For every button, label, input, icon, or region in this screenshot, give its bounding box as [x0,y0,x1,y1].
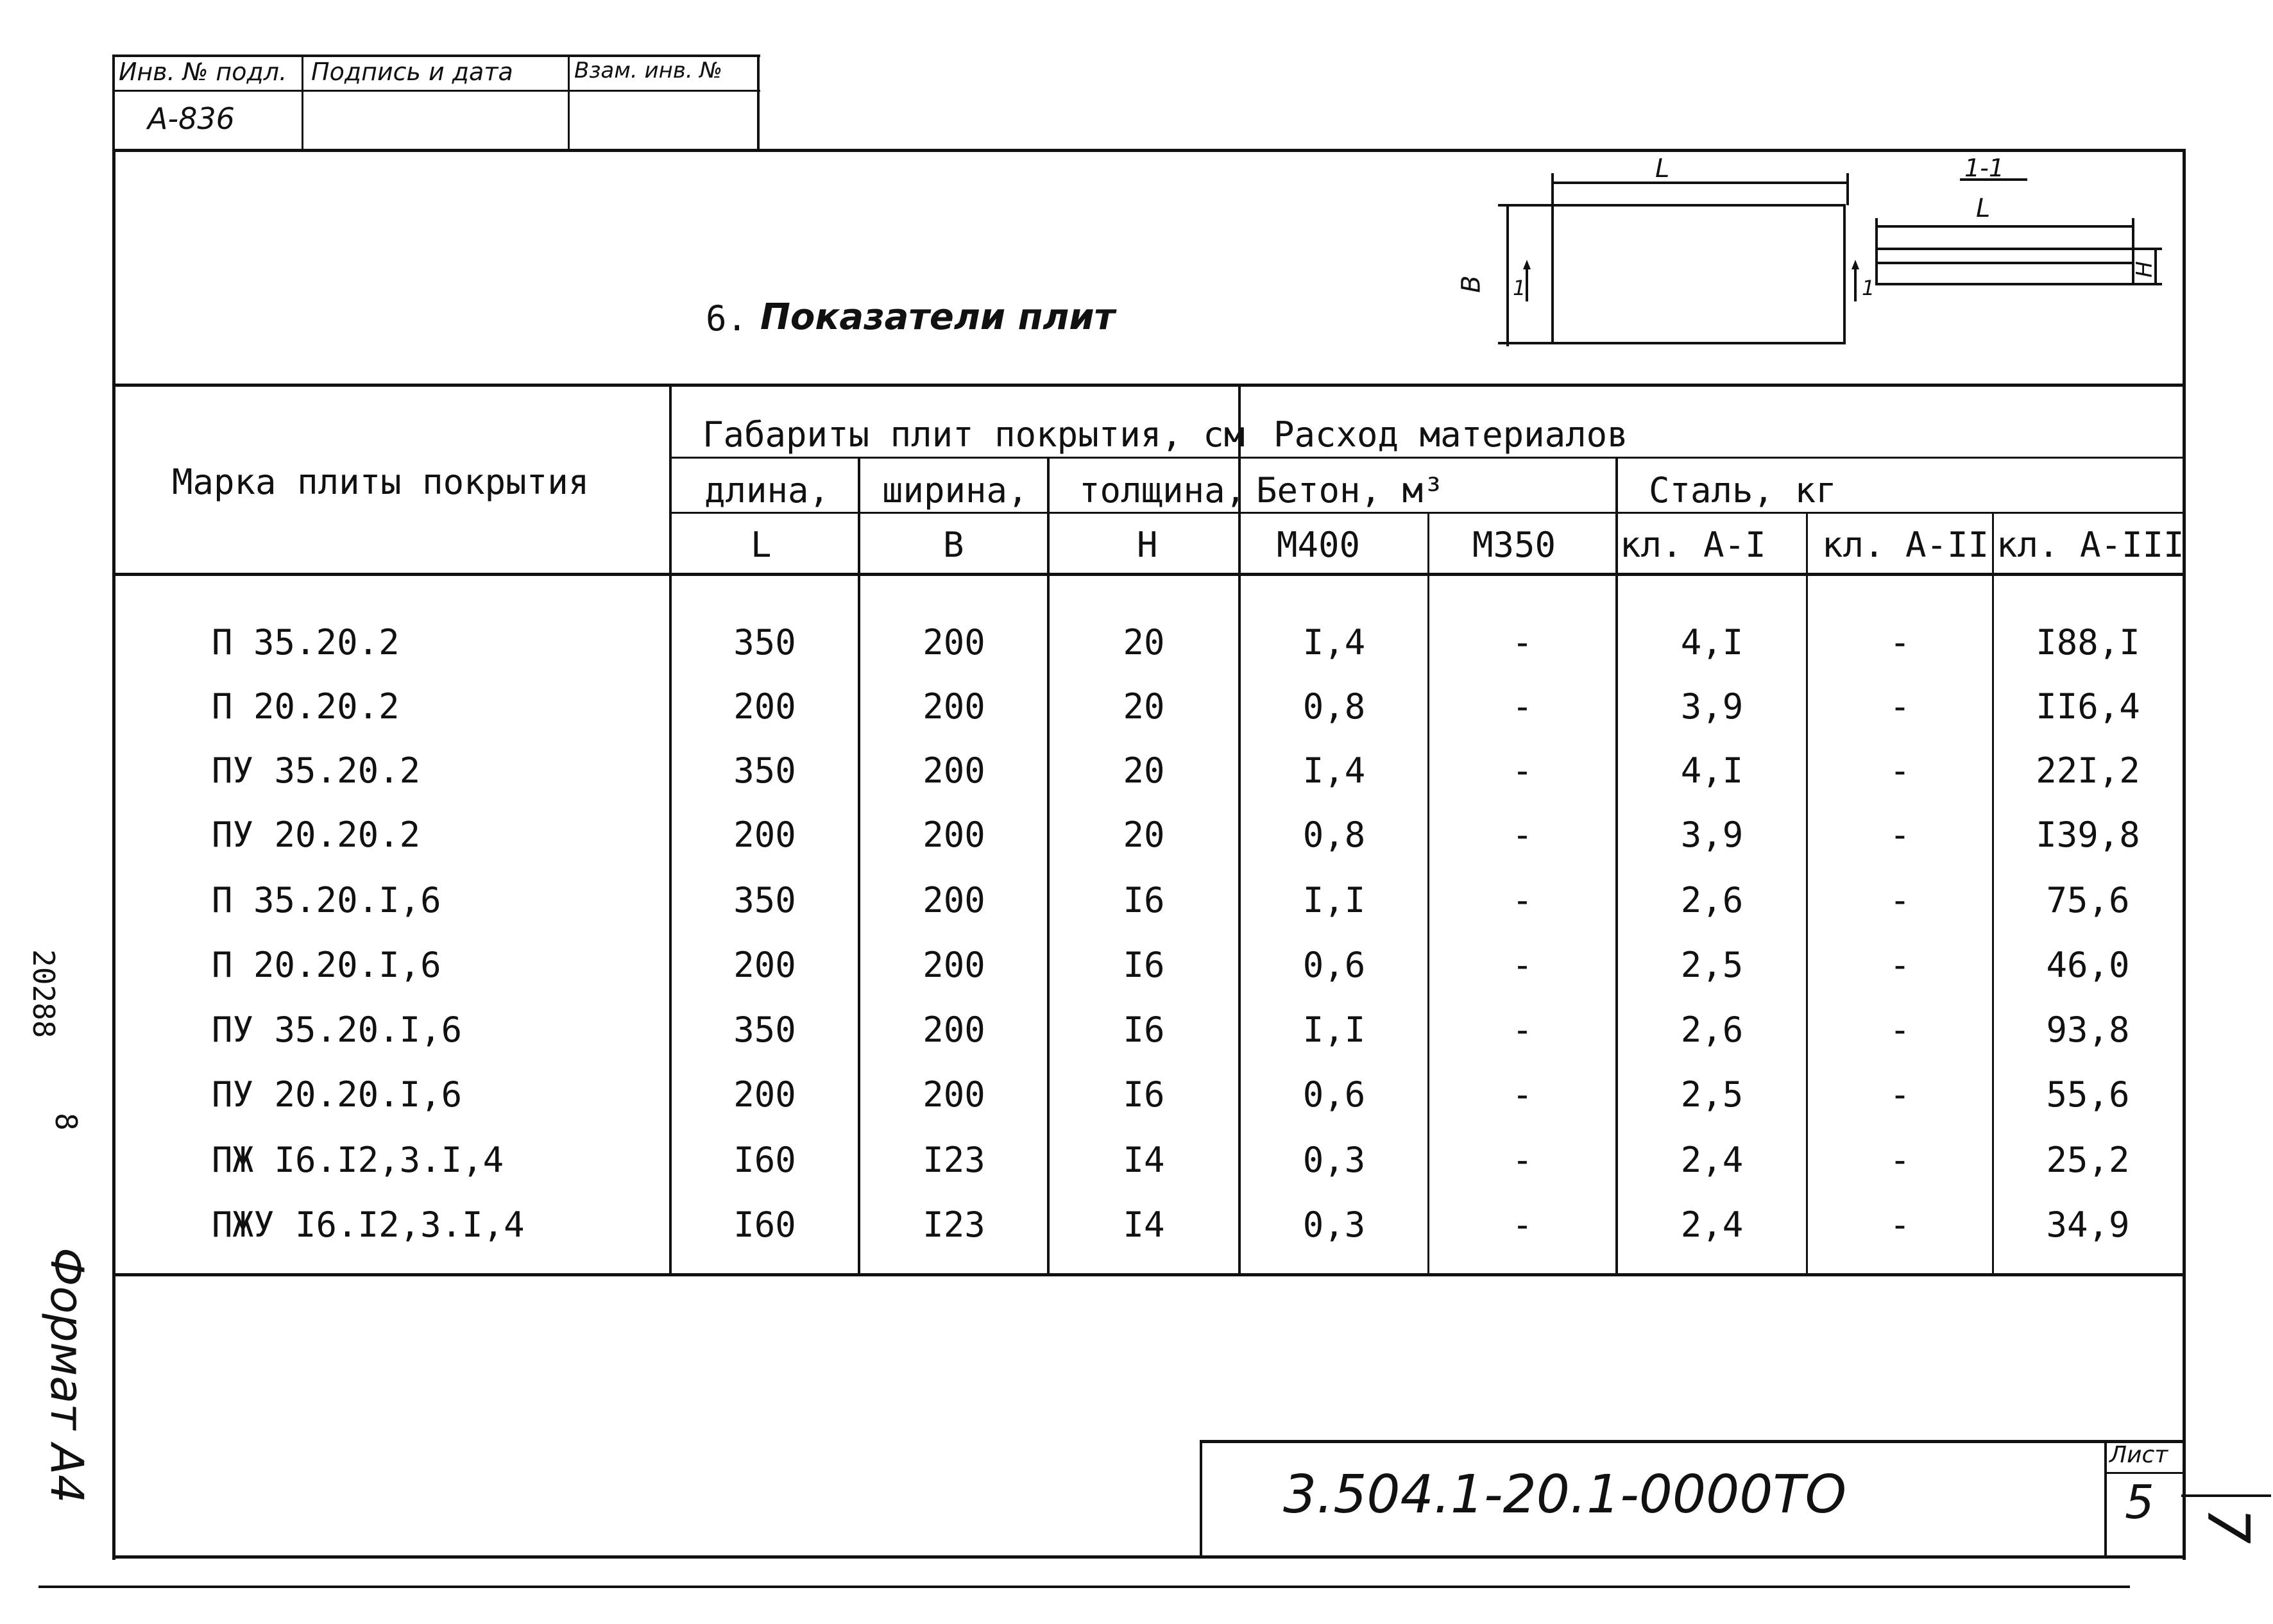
row-a3: 34,9 [2046,1205,2130,1245]
row-length: 200 [733,1074,796,1115]
row-width: 200 [923,1074,985,1115]
row-a2: - [1889,1140,1911,1180]
row-thickness: 20 [1123,686,1165,727]
row-width: 200 [923,1010,985,1050]
dims-group-header: Габариты плит покрытия, см [702,414,1245,455]
row-a3: I88,I [2036,622,2140,663]
sheet-label: Лист [2109,1442,2168,1468]
row-length: I60 [733,1205,796,1245]
plan-length-label: L [1655,154,1670,183]
row-m350: - [1511,945,1533,985]
row-length: 350 [733,880,796,920]
row-width: I23 [923,1140,985,1180]
row-a1: 2,5 [1680,945,1744,985]
row-thickness: 20 [1123,622,1165,663]
sign-label: Подпись и дата [311,58,513,86]
inv-label: Инв. № подл. [119,58,287,86]
plan-width-label: B [1456,275,1486,293]
m350-header: М350 [1472,525,1556,565]
cut-mark-left: 1 [1513,276,1526,300]
row-a2: - [1889,686,1911,727]
inv-value: А-836 [148,101,235,136]
sheet-number: 5 [2125,1475,2154,1529]
row-thickness: 20 [1123,815,1165,855]
row-length: I60 [733,1140,796,1180]
row-thickness: I6 [1123,945,1165,985]
row-m350: - [1511,750,1533,791]
row-a3: I39,8 [2036,815,2140,855]
row-m400: 0,3 [1302,1205,1366,1245]
row-m400: I,4 [1302,622,1366,663]
row-length: 350 [733,1010,796,1050]
row-m350: - [1511,815,1533,855]
row-width: 200 [923,750,985,791]
row-length: 200 [733,815,796,855]
row-length: 200 [733,686,796,727]
row-a1: 4,I [1680,622,1744,663]
steel-header: Сталь, кг [1649,470,1837,511]
thickness-symbol: H [1137,525,1158,565]
a1-header: кл. А-I [1620,525,1766,565]
cut-mark-right: 1 [1862,276,1875,300]
row-a2: - [1889,622,1911,663]
row-m400: I,4 [1302,750,1366,791]
row-length: 350 [733,750,796,791]
row-mark: П 20.20.I,6 [212,945,441,985]
length-symbol: L [751,525,772,565]
row-m400: 0,8 [1302,686,1366,727]
row-width: 200 [923,686,985,727]
row-a2: - [1889,1074,1911,1115]
row-m400: 0,3 [1302,1140,1366,1180]
width-symbol: B [943,525,964,565]
row-a1: 2,5 [1680,1074,1744,1115]
row-m400: I,I [1302,880,1366,920]
row-a1: 3,9 [1680,815,1744,855]
row-length: 200 [733,945,796,985]
row-a2: - [1889,750,1911,791]
row-width: 200 [923,815,985,855]
a2-header: кл. А-II [1822,525,1989,565]
materials-group-header: Расход материалов [1273,414,1628,455]
row-mark: ПЖУ I6.I2,3.I,4 [212,1205,525,1245]
row-mark: П 35.20.I,6 [212,880,441,920]
row-a1: 2,4 [1680,1140,1744,1180]
row-thickness: I6 [1123,880,1165,920]
row-thickness: I4 [1123,1140,1165,1180]
row-mark: ПЖ I6.I2,3.I,4 [212,1140,504,1180]
row-a3: 75,6 [2046,880,2130,920]
row-a3: 55,6 [2046,1074,2130,1115]
row-length: 350 [733,622,796,663]
format-label: Формат А4 [40,1248,93,1503]
row-m400: I,I [1302,1010,1366,1050]
row-a2: - [1889,945,1911,985]
row-m350: - [1511,1140,1533,1180]
width-header: ширина, [882,470,1028,511]
section-number: 6. [706,298,748,339]
section-title: Показатели плит [760,296,1116,338]
row-thickness: 20 [1123,750,1165,791]
row-mark: ПУ 35.20.I,6 [212,1010,463,1050]
archive-number: 20288 [26,949,61,1038]
row-a1: 4,I [1680,750,1744,791]
row-m350: - [1511,622,1533,663]
row-m350: - [1511,686,1533,727]
section-label: 1-1 [1964,154,2005,182]
row-a1: 2,4 [1680,1205,1744,1245]
section-length-label: L [1976,194,1991,223]
row-a3: 46,0 [2046,945,2130,985]
row-m350: - [1511,1010,1533,1050]
row-mark: ПУ 20.20.2 [212,815,421,855]
row-a1: 2,6 [1680,880,1744,920]
row-width: 200 [923,880,985,920]
row-a3: 25,2 [2046,1140,2130,1180]
concrete-header: Бетон, м³ [1256,470,1444,511]
row-thickness: I4 [1123,1205,1165,1245]
page-number: 7 [2194,1507,2261,1544]
length-header: длина, [704,470,830,511]
thickness-header: толщина, [1079,470,1247,511]
row-a1: 2,6 [1680,1010,1744,1050]
row-m400: 0,6 [1302,945,1366,985]
m400-header: М400 [1277,525,1361,565]
row-thickness: I6 [1123,1010,1165,1050]
a3-header: кл. А-III [1996,525,2184,565]
row-a2: - [1889,815,1911,855]
row-a2: - [1889,880,1911,920]
section-height-label: H [2131,261,2158,278]
row-m400: 0,6 [1302,1074,1366,1115]
row-m350: - [1511,1074,1533,1115]
row-m350: - [1511,1205,1533,1245]
row-width: 200 [923,945,985,985]
row-a1: 3,9 [1680,686,1744,727]
copy-number: 8 [49,1113,83,1131]
row-m350: - [1511,880,1533,920]
row-mark: ПУ 20.20.I,6 [212,1074,463,1115]
mark-header: Марка плиты покрытия [172,462,590,502]
row-a3: 22I,2 [2036,750,2140,791]
row-a2: - [1889,1010,1911,1050]
row-mark: ПУ 35.20.2 [212,750,421,791]
vzam-label: Взам. инв. № [574,58,722,83]
row-m400: 0,8 [1302,815,1366,855]
row-mark: П 20.20.2 [212,686,400,727]
document-code: 3.504.1-20.1-0000ТО [1283,1464,1847,1525]
row-width: 200 [923,622,985,663]
row-a3: 93,8 [2046,1010,2130,1050]
row-a2: - [1889,1205,1911,1245]
row-mark: П 35.20.2 [212,622,400,663]
row-width: I23 [923,1205,985,1245]
row-a3: II6,4 [2036,686,2140,727]
row-thickness: I6 [1123,1074,1165,1115]
